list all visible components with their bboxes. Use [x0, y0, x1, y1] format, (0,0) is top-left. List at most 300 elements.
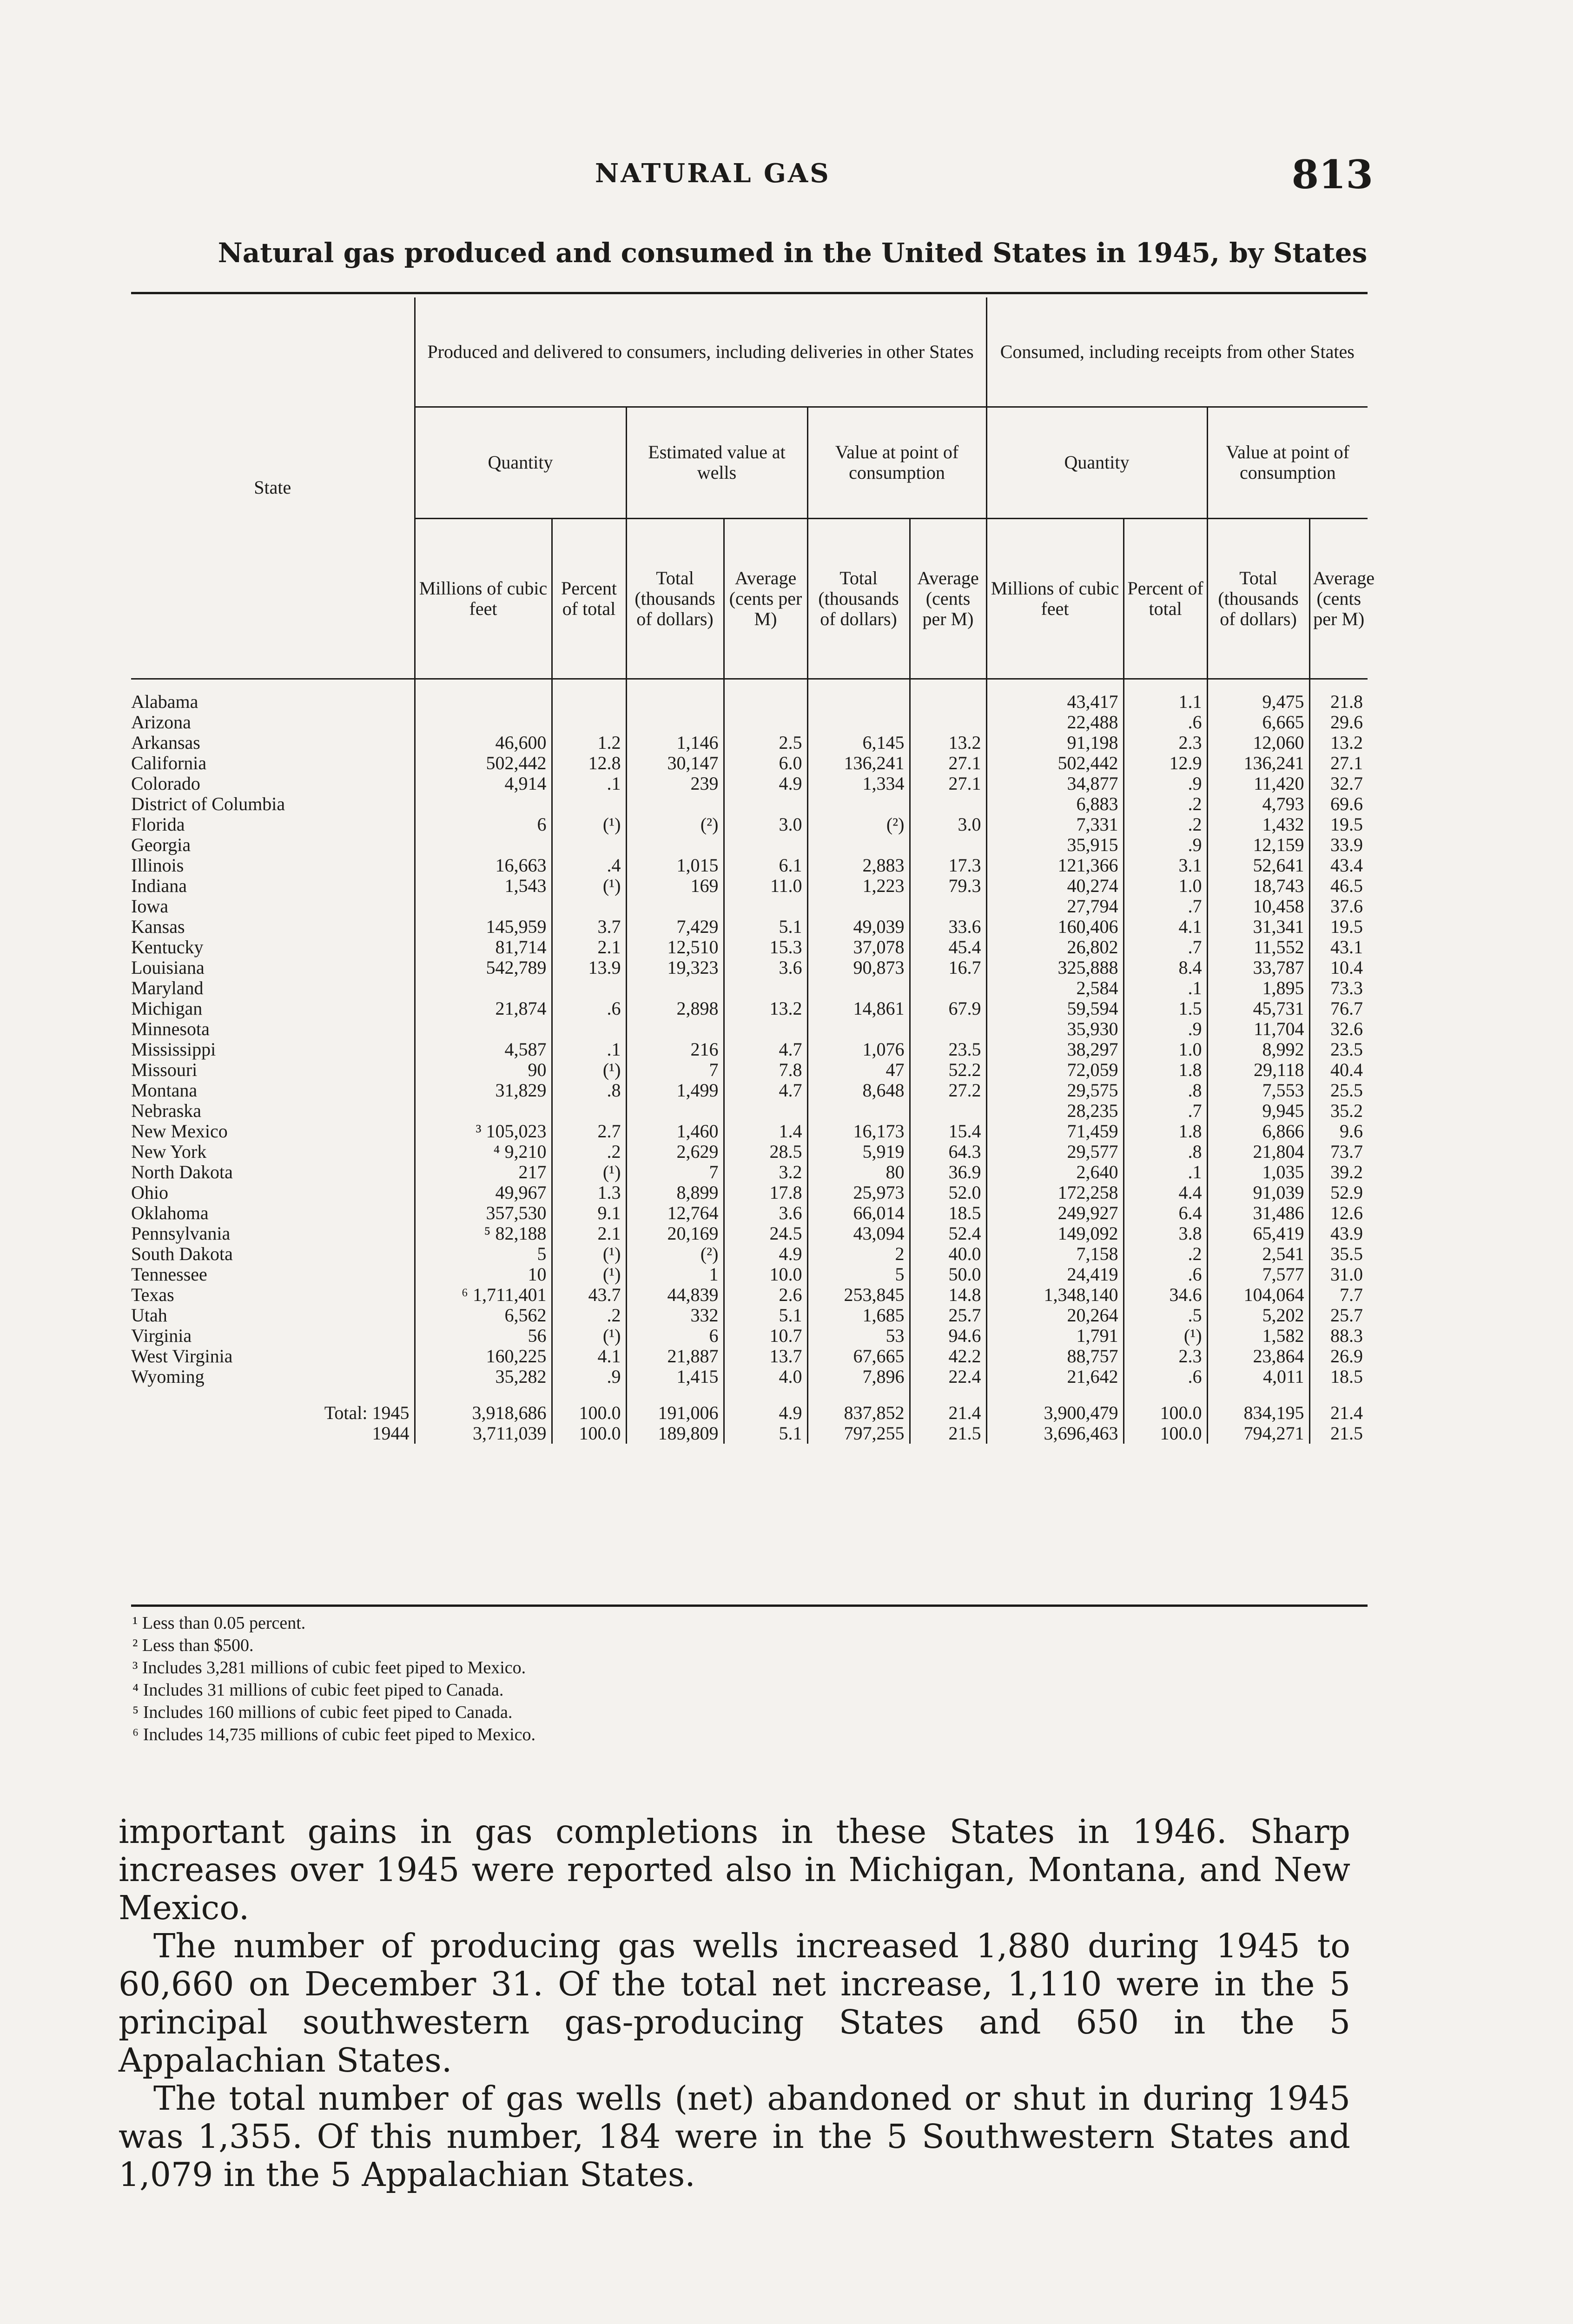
- state-name: District of Columbia: [131, 793, 285, 814]
- produced-percent: [552, 835, 626, 855]
- page-number: 813: [1291, 152, 1373, 198]
- consumption-value-total: 43,094: [807, 1223, 910, 1244]
- consumed-mcf: 149,092: [986, 1223, 1124, 1244]
- consumed-percent: .6: [1124, 712, 1207, 733]
- consumed-percent: .9: [1124, 835, 1207, 855]
- state-name: Pennsylvania: [131, 1222, 231, 1244]
- consumed-value-average: 43.4: [1309, 855, 1368, 876]
- consumed-value-total: 11,704: [1207, 1019, 1309, 1039]
- consumed-percent: 8.4: [1124, 957, 1207, 978]
- consumption-value-total: 6,145: [807, 733, 910, 753]
- wells-value-average: 15.3: [724, 937, 807, 957]
- consumption-value-total: 2,883: [807, 855, 910, 876]
- consumption-value-total: 80: [807, 1162, 910, 1182]
- consumed-percent: (¹): [1124, 1326, 1207, 1346]
- totals-row: [131, 1423, 1368, 1444]
- consumed-mcf: 29,575: [986, 1080, 1124, 1101]
- table-row: [131, 1080, 1368, 1101]
- consumed-mcf: 3,696,463: [986, 1423, 1124, 1444]
- wells-value-total: [626, 896, 724, 917]
- table-row: [131, 937, 1368, 957]
- consumption-value-average: 22.4: [910, 1367, 986, 1387]
- produced-group-header: Produced and delivered to consumers, including deliveries in other States: [415, 297, 986, 407]
- consumption-value-total: 253,845: [807, 1285, 910, 1305]
- wells-value-total: [626, 1101, 724, 1121]
- wells-value-total: (²): [626, 1244, 724, 1264]
- consumption-value-total: [807, 835, 910, 855]
- footnotes: [132, 1612, 535, 1746]
- wells-value-total: 30,147: [626, 753, 724, 773]
- wells-value-average: 5.1: [724, 1305, 807, 1326]
- consumption-value-average: 36.9: [910, 1162, 986, 1182]
- state-name: Missouri: [131, 1059, 198, 1080]
- consumption-value-total: 25,973: [807, 1182, 910, 1203]
- produced-mcf: [415, 1019, 552, 1039]
- consumed-value-average: 19.5: [1309, 814, 1368, 835]
- consumed-percent: 2.3: [1124, 733, 1207, 753]
- wells-value-total: 1,415: [626, 1367, 724, 1387]
- consumption-value-average: [910, 1019, 986, 1039]
- table-row: [131, 998, 1368, 1019]
- consumed-mcf: 7,158: [986, 1244, 1124, 1264]
- wells-value-total: (²): [626, 814, 724, 835]
- table-row: [131, 679, 1368, 712]
- wells-value-total: 2,898: [626, 998, 724, 1019]
- consumed-value-total: 4,793: [1207, 794, 1309, 814]
- consumed-value-total: 136,241: [1207, 753, 1309, 773]
- produced-mcf: [415, 835, 552, 855]
- estimated-value-header: Estimated value at wells: [626, 407, 807, 518]
- consumption-value-total: 5: [807, 1264, 910, 1285]
- wells-value-average: 3.2: [724, 1162, 807, 1182]
- table-row: [131, 1367, 1368, 1387]
- table-row: [131, 1121, 1368, 1142]
- consumption-value-total: (²): [807, 814, 910, 835]
- consumed-value-total: 29,118: [1207, 1060, 1309, 1080]
- wells-value-total: 20,169: [626, 1223, 724, 1244]
- consumed-value-average: 43.9: [1309, 1223, 1368, 1244]
- produced-mcf: 31,829: [415, 1080, 552, 1101]
- consumed-value-total: 6,665: [1207, 712, 1309, 733]
- paragraph: important gains in gas completions in these States in 1946. Sharp increases over 1945 were reported also in Michigan, Montana, and New Mexico.: [119, 1812, 1350, 1927]
- produced-mcf: ⁵ 82,188: [415, 1223, 552, 1244]
- table-row: [131, 1244, 1368, 1264]
- wells-value-average: 2.5: [724, 733, 807, 753]
- consumption-value-average: 94.6: [910, 1326, 986, 1346]
- wells-value-average: 13.2: [724, 998, 807, 1019]
- table-row: [131, 917, 1368, 937]
- produced-mcf: 10: [415, 1264, 552, 1285]
- state-name: Mississippi: [131, 1038, 216, 1060]
- consumed-value-average: 26.9: [1309, 1346, 1368, 1367]
- produced-mcf: 3,711,039: [415, 1423, 552, 1444]
- consumed-percent: 1.8: [1124, 1060, 1207, 1080]
- consumed-value-total: 45,731: [1207, 998, 1309, 1019]
- consumption-value-average: 45.4: [910, 937, 986, 957]
- consumed-mcf: 1,348,140: [986, 1285, 1124, 1305]
- table-row: [131, 814, 1368, 835]
- col-consumed-average: Average (cents per M): [1309, 518, 1368, 679]
- consumption-value-average: 79.3: [910, 876, 986, 896]
- consumed-value-average: 35.2: [1309, 1101, 1368, 1121]
- wells-value-total: 1,460: [626, 1121, 724, 1142]
- consumed-percent: .8: [1124, 1142, 1207, 1162]
- running-head: NATURAL GAS: [595, 158, 831, 189]
- table-row: [131, 1326, 1368, 1346]
- consumed-value-average: 35.5: [1309, 1244, 1368, 1264]
- consumed-value-total: 18,743: [1207, 876, 1309, 896]
- consumed-percent: 1.5: [1124, 998, 1207, 1019]
- consumed-mcf: 172,258: [986, 1182, 1124, 1203]
- produced-percent: (¹): [552, 1244, 626, 1264]
- state-name: Maryland: [131, 977, 204, 998]
- wells-value-total: [626, 712, 724, 733]
- consumption-value-average: 18.5: [910, 1203, 986, 1223]
- col-consumed-mcf: Millions of cubic feet: [986, 518, 1124, 679]
- table-title: Natural gas produced and consumed in the United States in 1945, by States: [218, 237, 1368, 269]
- consumption-value-total: 67,665: [807, 1346, 910, 1367]
- table-row: [131, 855, 1368, 876]
- produced-mcf: ³ 105,023: [415, 1121, 552, 1142]
- consumed-value-average: 10.4: [1309, 957, 1368, 978]
- consumed-percent: .7: [1124, 1101, 1207, 1121]
- produced-mcf: ⁴ 9,210: [415, 1142, 552, 1162]
- consumed-mcf: 34,877: [986, 773, 1124, 794]
- consumed-value-total: 794,271: [1207, 1423, 1309, 1444]
- totals-row: [131, 1387, 1368, 1423]
- consumed-value-average: 13.2: [1309, 733, 1368, 753]
- paragraph: The number of producing gas wells increased 1,880 during 1945 to 60,660 on December 31. Of the total net increase, 1,110 were in the 5 principal southwestern gas-producing States and 650 in the 5 Appalachian States.: [119, 1927, 1350, 2080]
- consumption-value-average: 40.0: [910, 1244, 986, 1264]
- footnote: ² Less than $500.: [132, 1636, 254, 1655]
- produced-percent: (¹): [552, 876, 626, 896]
- consumed-value-average: 39.2: [1309, 1162, 1368, 1182]
- consumed-mcf: 29,577: [986, 1142, 1124, 1162]
- table-row: [131, 1305, 1368, 1326]
- consumption-value-total: 47: [807, 1060, 910, 1080]
- state-name: Kentucky: [131, 936, 204, 957]
- wells-value-total: [626, 978, 724, 998]
- wells-value-total: 1,499: [626, 1080, 724, 1101]
- consumption-value-total: 797,255: [807, 1423, 910, 1444]
- consumed-value-total: 31,486: [1207, 1203, 1309, 1223]
- consumed-value-total: 5,202: [1207, 1305, 1309, 1326]
- consumed-percent: 1.0: [1124, 1039, 1207, 1060]
- produced-percent: 13.9: [552, 957, 626, 978]
- produced-mcf: 3,918,686: [415, 1387, 552, 1423]
- consumed-value-total: 23,864: [1207, 1346, 1309, 1367]
- wells-value-average: [724, 1019, 807, 1039]
- produced-mcf: 90: [415, 1060, 552, 1080]
- table-row: [131, 835, 1368, 855]
- state-name: South Dakota: [131, 1243, 233, 1264]
- table-row: [131, 876, 1368, 896]
- produced-percent: 2.1: [552, 1223, 626, 1244]
- produced-mcf: 4,914: [415, 773, 552, 794]
- consumed-percent: .6: [1124, 1264, 1207, 1285]
- consumption-value-average: 25.7: [910, 1305, 986, 1326]
- consumed-value-average: 43.1: [1309, 937, 1368, 957]
- wells-value-average: 11.0: [724, 876, 807, 896]
- consumption-value-average: 21.4: [910, 1387, 986, 1423]
- consumed-value-total: 11,420: [1207, 773, 1309, 794]
- wells-value-average: 28.5: [724, 1142, 807, 1162]
- consumed-value-total: 7,553: [1207, 1080, 1309, 1101]
- produced-mcf: 4,587: [415, 1039, 552, 1060]
- consumed-value-total: 52,641: [1207, 855, 1309, 876]
- consumed-value-total: 1,432: [1207, 814, 1309, 835]
- produced-percent: .1: [552, 1039, 626, 1060]
- table-row: [131, 1162, 1368, 1182]
- produced-percent: .4: [552, 855, 626, 876]
- wells-value-total: 189,809: [626, 1423, 724, 1444]
- wells-value-total: 191,006: [626, 1387, 724, 1423]
- table-row: [131, 978, 1368, 998]
- consumed-percent: 3.1: [1124, 855, 1207, 876]
- state-name: Nebraska: [131, 1100, 202, 1121]
- wells-value-total: 1,146: [626, 733, 724, 753]
- state-name: Arkansas: [131, 732, 200, 753]
- consumption-value-total: 837,852: [807, 1387, 910, 1423]
- state-name: Minnesota: [131, 1018, 210, 1039]
- wells-value-total: 7,429: [626, 917, 724, 937]
- table-row: [131, 1264, 1368, 1285]
- consumption-value-average: 27.1: [910, 753, 986, 773]
- produced-percent: 9.1: [552, 1203, 626, 1223]
- consumed-mcf: 6,883: [986, 794, 1124, 814]
- quantity-header: Quantity: [415, 407, 626, 518]
- consumed-value-total: 31,341: [1207, 917, 1309, 937]
- produced-percent: 1.2: [552, 733, 626, 753]
- state-name: Utah: [131, 1304, 167, 1326]
- consumed-value-average: 21.4: [1309, 1387, 1368, 1423]
- produced-mcf: 49,967: [415, 1182, 552, 1203]
- wells-value-average: 5.1: [724, 1423, 807, 1444]
- consumption-value-average: 3.0: [910, 814, 986, 835]
- consumption-value-total: 14,861: [807, 998, 910, 1019]
- consumption-value-total: 1,334: [807, 773, 910, 794]
- consumption-value-total: 37,078: [807, 937, 910, 957]
- consumed-mcf: 2,640: [986, 1162, 1124, 1182]
- produced-mcf: 145,959: [415, 917, 552, 937]
- wells-value-average: 2.6: [724, 1285, 807, 1305]
- consumption-value-total: 2: [807, 1244, 910, 1264]
- produced-percent: 12.8: [552, 753, 626, 773]
- wells-value-total: [626, 679, 724, 712]
- consumed-mcf: 1,791: [986, 1326, 1124, 1346]
- consumed-mcf: 27,794: [986, 896, 1124, 917]
- consumed-value-total: 104,064: [1207, 1285, 1309, 1305]
- consumed-value-average: 27.1: [1309, 753, 1368, 773]
- state-name: Total: 1945: [324, 1402, 410, 1423]
- table-row: [131, 753, 1368, 773]
- produced-percent: (¹): [552, 1264, 626, 1285]
- consumed-mcf: 38,297: [986, 1039, 1124, 1060]
- state-name: Florida: [131, 813, 185, 835]
- consumed-value-total: 9,945: [1207, 1101, 1309, 1121]
- state-name: Wyoming: [131, 1366, 205, 1387]
- wells-value-average: 24.5: [724, 1223, 807, 1244]
- consumed-value-average: 31.0: [1309, 1264, 1368, 1285]
- consumed-value-total: 10,458: [1207, 896, 1309, 917]
- consumed-percent: .2: [1124, 1244, 1207, 1264]
- table-row: [131, 773, 1368, 794]
- produced-percent: .6: [552, 998, 626, 1019]
- consumed-percent: 2.3: [1124, 1346, 1207, 1367]
- produced-mcf: ⁶ 1,711,401: [415, 1285, 552, 1305]
- state-name: Tennessee: [131, 1263, 207, 1285]
- state-column-header: State: [131, 297, 415, 679]
- wells-value-total: 239: [626, 773, 724, 794]
- header-row-groups: [131, 297, 1368, 407]
- state-name: Colorado: [131, 772, 200, 794]
- consumed-percent: .7: [1124, 937, 1207, 957]
- consumed-value-total: 1,035: [1207, 1162, 1309, 1182]
- wells-value-total: 19,323: [626, 957, 724, 978]
- wells-value-total: 7: [626, 1060, 724, 1080]
- consumed-value-average: 88.3: [1309, 1326, 1368, 1346]
- footnote: ⁶ Includes 14,735 millions of cubic feet piped to Mexico.: [132, 1725, 536, 1744]
- consumed-value-average: 37.6: [1309, 896, 1368, 917]
- consumed-value-average: 73.7: [1309, 1142, 1368, 1162]
- produced-mcf: 81,714: [415, 937, 552, 957]
- produced-percent: .8: [552, 1080, 626, 1101]
- state-name: Oklahoma: [131, 1202, 209, 1223]
- consumed-percent: .8: [1124, 1080, 1207, 1101]
- consumed-mcf: 249,927: [986, 1203, 1124, 1223]
- wells-value-total: 1: [626, 1264, 724, 1285]
- wells-value-average: 5.1: [724, 917, 807, 937]
- gas-table: [131, 297, 1375, 1444]
- wells-value-average: 10.0: [724, 1264, 807, 1285]
- consumption-value-average: [910, 978, 986, 998]
- consumed-value-total: 2,541: [1207, 1244, 1309, 1264]
- consumed-mcf: 40,274: [986, 876, 1124, 896]
- consumption-value-average: 64.3: [910, 1142, 986, 1162]
- produced-percent: 100.0: [552, 1387, 626, 1423]
- wells-value-average: 3.6: [724, 1203, 807, 1223]
- consumed-percent: 100.0: [1124, 1387, 1207, 1423]
- consumed-mcf: 21,642: [986, 1367, 1124, 1387]
- consumption-value-average: 14.8: [910, 1285, 986, 1305]
- wells-value-average: [724, 896, 807, 917]
- consumption-value-average: 17.3: [910, 855, 986, 876]
- consumed-percent: 100.0: [1124, 1423, 1207, 1444]
- footnote: ⁵ Includes 160 millions of cubic feet piped to Canada.: [132, 1703, 513, 1722]
- consumed-value-average: 40.4: [1309, 1060, 1368, 1080]
- produced-mcf: 56: [415, 1326, 552, 1346]
- consumption-value-total: 90,873: [807, 957, 910, 978]
- consumption-value-average: 27.2: [910, 1080, 986, 1101]
- wells-value-average: [724, 794, 807, 814]
- consumption-value-total: 53: [807, 1326, 910, 1346]
- consumed-value-total: 8,992: [1207, 1039, 1309, 1060]
- consumed-mcf: 3,900,479: [986, 1387, 1124, 1423]
- state-name: Texas: [131, 1284, 174, 1305]
- consumed-value-total: 12,159: [1207, 835, 1309, 855]
- produced-mcf: 21,874: [415, 998, 552, 1019]
- produced-percent: [552, 896, 626, 917]
- consumed-mcf: 72,059: [986, 1060, 1124, 1080]
- state-name: West Virginia: [131, 1345, 233, 1367]
- wells-value-total: 12,764: [626, 1203, 724, 1223]
- consumption-value-total: [807, 1101, 910, 1121]
- consumed-percent: 4.1: [1124, 917, 1207, 937]
- wells-value-total: 2,629: [626, 1142, 724, 1162]
- consumed-value-average: 73.3: [1309, 978, 1368, 998]
- consumed-percent: .1: [1124, 978, 1207, 998]
- col-consumption-total: Total (thousands of dollars): [807, 518, 910, 679]
- table-row: [131, 1182, 1368, 1203]
- wells-value-average: [724, 1101, 807, 1121]
- consumed-value-total: 12,060: [1207, 733, 1309, 753]
- consumed-value-average: 7.7: [1309, 1285, 1368, 1305]
- consumed-mcf: 20,264: [986, 1305, 1124, 1326]
- consumption-value-total: [807, 978, 910, 998]
- consumption-value-average: [910, 896, 986, 917]
- wells-value-average: 4.9: [724, 1244, 807, 1264]
- consumption-value-total: [807, 896, 910, 917]
- table-totals: [131, 1387, 1368, 1444]
- consumed-value-average: 21.8: [1309, 679, 1368, 712]
- consumed-mcf: 91,198: [986, 733, 1124, 753]
- consumption-value-average: [910, 794, 986, 814]
- col-wells-total: Total (thousands of dollars): [626, 518, 724, 679]
- produced-mcf: [415, 896, 552, 917]
- produced-mcf: [415, 794, 552, 814]
- state-name: 1944: [372, 1422, 410, 1444]
- wells-value-average: 7.8: [724, 1060, 807, 1080]
- col-wells-average: Average (cents per M): [724, 518, 807, 679]
- produced-percent: .1: [552, 773, 626, 794]
- wells-value-total: 6: [626, 1326, 724, 1346]
- table-row: [131, 794, 1368, 814]
- wells-value-total: 216: [626, 1039, 724, 1060]
- consumption-value-average: 42.2: [910, 1346, 986, 1367]
- footnote: ¹ Less than 0.05 percent.: [132, 1613, 306, 1633]
- consumed-mcf: 160,406: [986, 917, 1124, 937]
- table-row: [131, 733, 1368, 753]
- consumed-mcf: 325,888: [986, 957, 1124, 978]
- produced-percent: [552, 978, 626, 998]
- produced-percent: (¹): [552, 1326, 626, 1346]
- consumed-percent: 6.4: [1124, 1203, 1207, 1223]
- state-name: Michigan: [131, 997, 203, 1019]
- col-consumed-total: Total (thousands of dollars): [1207, 518, 1309, 679]
- consumed-percent: 4.4: [1124, 1182, 1207, 1203]
- table-row: [131, 1223, 1368, 1244]
- state-name: Kansas: [131, 916, 185, 937]
- produced-percent: [552, 1019, 626, 1039]
- consumed-value-total: 33,787: [1207, 957, 1309, 978]
- consumed-mcf: 35,915: [986, 835, 1124, 855]
- produced-percent: .9: [552, 1367, 626, 1387]
- col-produced-mcf: Millions of cubic feet: [415, 518, 552, 679]
- consumed-mcf: 43,417: [986, 679, 1124, 712]
- consumption-value-total: 66,014: [807, 1203, 910, 1223]
- col-consumption-average: Average (cents per M): [910, 518, 986, 679]
- wells-value-average: 13.7: [724, 1346, 807, 1367]
- consumed-value-average: 76.7: [1309, 998, 1368, 1019]
- wells-value-total: 8,899: [626, 1182, 724, 1203]
- produced-mcf: [415, 712, 552, 733]
- produced-percent: 2.1: [552, 937, 626, 957]
- consumed-value-total: 65,419: [1207, 1223, 1309, 1244]
- produced-mcf: 6,562: [415, 1305, 552, 1326]
- produced-mcf: 502,442: [415, 753, 552, 773]
- produced-mcf: [415, 1101, 552, 1121]
- consumed-group-header: Consumed, including receipts from other States: [986, 297, 1368, 407]
